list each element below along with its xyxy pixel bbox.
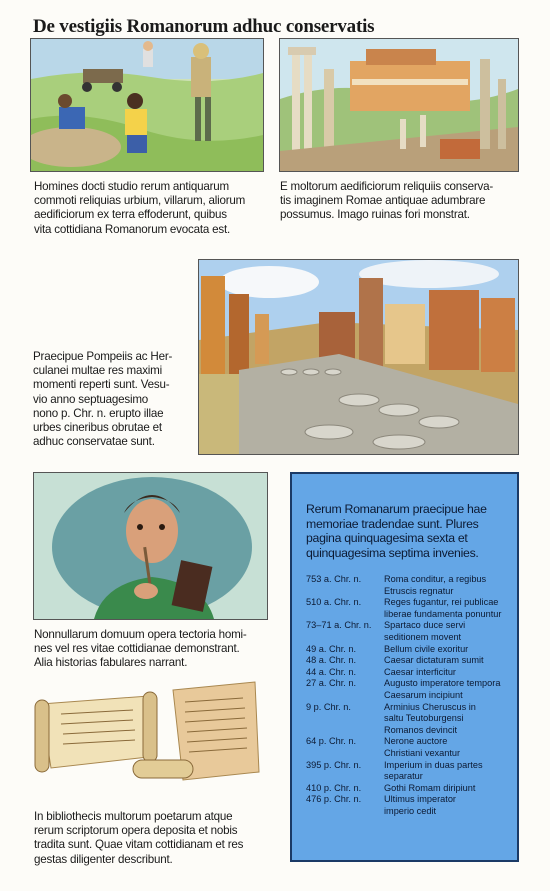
forum-ruins-illustration <box>279 38 519 172</box>
timeline-date: 9 p. Chr. n. <box>306 701 351 712</box>
timeline-date: 395 p. Chr. n. <box>306 759 362 770</box>
timeline-date: 476 p. Chr. n. <box>306 794 362 805</box>
timeline-date: 73–71 a. Chr. n. <box>306 620 372 631</box>
timeline-date: 48 a. Chr. n. <box>306 655 357 666</box>
timeline-event: Gothi Romam diripiunt <box>384 782 476 793</box>
forum-caption: E moltorum aedificiorum reliquiis conserva- tis imaginem Romae antiquae adumbrare possumus. Imago ruinas fori monstrat. <box>280 180 494 222</box>
timeline-event: Caesar dictaturam sumit <box>384 655 484 666</box>
timeline-row <box>306 760 516 783</box>
timeline-event: Bellum civile exoritur <box>384 643 469 654</box>
timeline-event: Imperium in duas partes separatur <box>384 759 483 782</box>
timeline-row <box>306 597 516 620</box>
timeline-date: 510 a. Chr. n. <box>306 597 362 608</box>
timeline-event: Ultimus imperator imperio cedit <box>384 794 456 816</box>
excavation-caption: Homines docti studio rerum antiquarum commoti reliquias urbium, villarum, aliorum aedificiorum ex terra effoderunt, quibus vita cottidiana Romanorum evocata est. <box>34 180 246 236</box>
timeline-row <box>306 783 516 795</box>
timeline-box <box>290 472 519 862</box>
timeline-date: 44 a. Chr. n. <box>306 666 357 677</box>
timeline-date: 410 p. Chr. n. <box>306 782 362 793</box>
timeline-row <box>306 644 516 656</box>
timeline-event: Roma conditur, a regibus Etruscis regnatur <box>384 574 487 596</box>
timeline-row <box>306 678 516 701</box>
timeline-event: Arminius Cheruscus in saltu Teutoburgensi Romanos devincit <box>384 701 476 735</box>
pompeii-street-illustration <box>198 259 519 455</box>
page-title: De vestigiis Romanorum adhuc conservatis <box>33 16 375 37</box>
timeline-list <box>306 574 516 817</box>
scrolls-illustration <box>33 680 264 790</box>
timeline-row <box>306 794 516 817</box>
timeline-event: Augusto imperatore tempora Caesarum incipiunt <box>384 678 501 700</box>
scrolls-caption: In bibliothecis multorum poetarum atque rerum scriptorum opera deposita et nobis tradita sunt. Quae vitam cottidianam et res gestas diligenter describunt. <box>34 810 244 866</box>
pompeii-caption: Praecipue Pompeiis ac Her- culanei multae res maximi momenti reperti sunt. Vesu- vio anno septuagesimo nono p. Chr. n. erupto illae urbes cineribus obrutae et adhuc conservatae sunt. <box>33 350 173 449</box>
timeline-date: 27 a. Chr. n. <box>306 678 357 689</box>
timeline-date: 64 p. Chr. n. <box>306 736 357 747</box>
timeline-event: Reges fugantur, rei publicae liberae fundamenta ponuntur <box>384 597 502 619</box>
timeline-row <box>306 702 516 737</box>
timeline-row <box>306 736 516 759</box>
fresco-caption: Nonnullarum domuum opera tectoria homi- nes vel res vitae cottidianae demonstrant. Alia historias fabulares narrant. <box>34 628 247 670</box>
timeline-row <box>306 655 516 667</box>
timeline-event: Caesar interficitur <box>384 666 456 677</box>
timeline-row <box>306 574 516 597</box>
timeline-event: Spartaco duce servi seditionem movent <box>384 620 466 642</box>
timeline-date: 49 a. Chr. n. <box>306 643 357 654</box>
timeline-row <box>306 667 516 679</box>
timeline-intro: Rerum Romanarum praecipue hae memoriae tradendae sunt. Plures pagina quinquagesima sexta et quinquagesima septima invenies. <box>306 502 487 560</box>
timeline-date: 753 a. Chr. n. <box>306 574 362 584</box>
timeline-row <box>306 620 516 643</box>
excavation-illustration <box>30 38 264 172</box>
timeline-event: Nerone auctore Christiani vexantur <box>384 736 461 758</box>
fresco-portrait-illustration <box>33 472 268 620</box>
